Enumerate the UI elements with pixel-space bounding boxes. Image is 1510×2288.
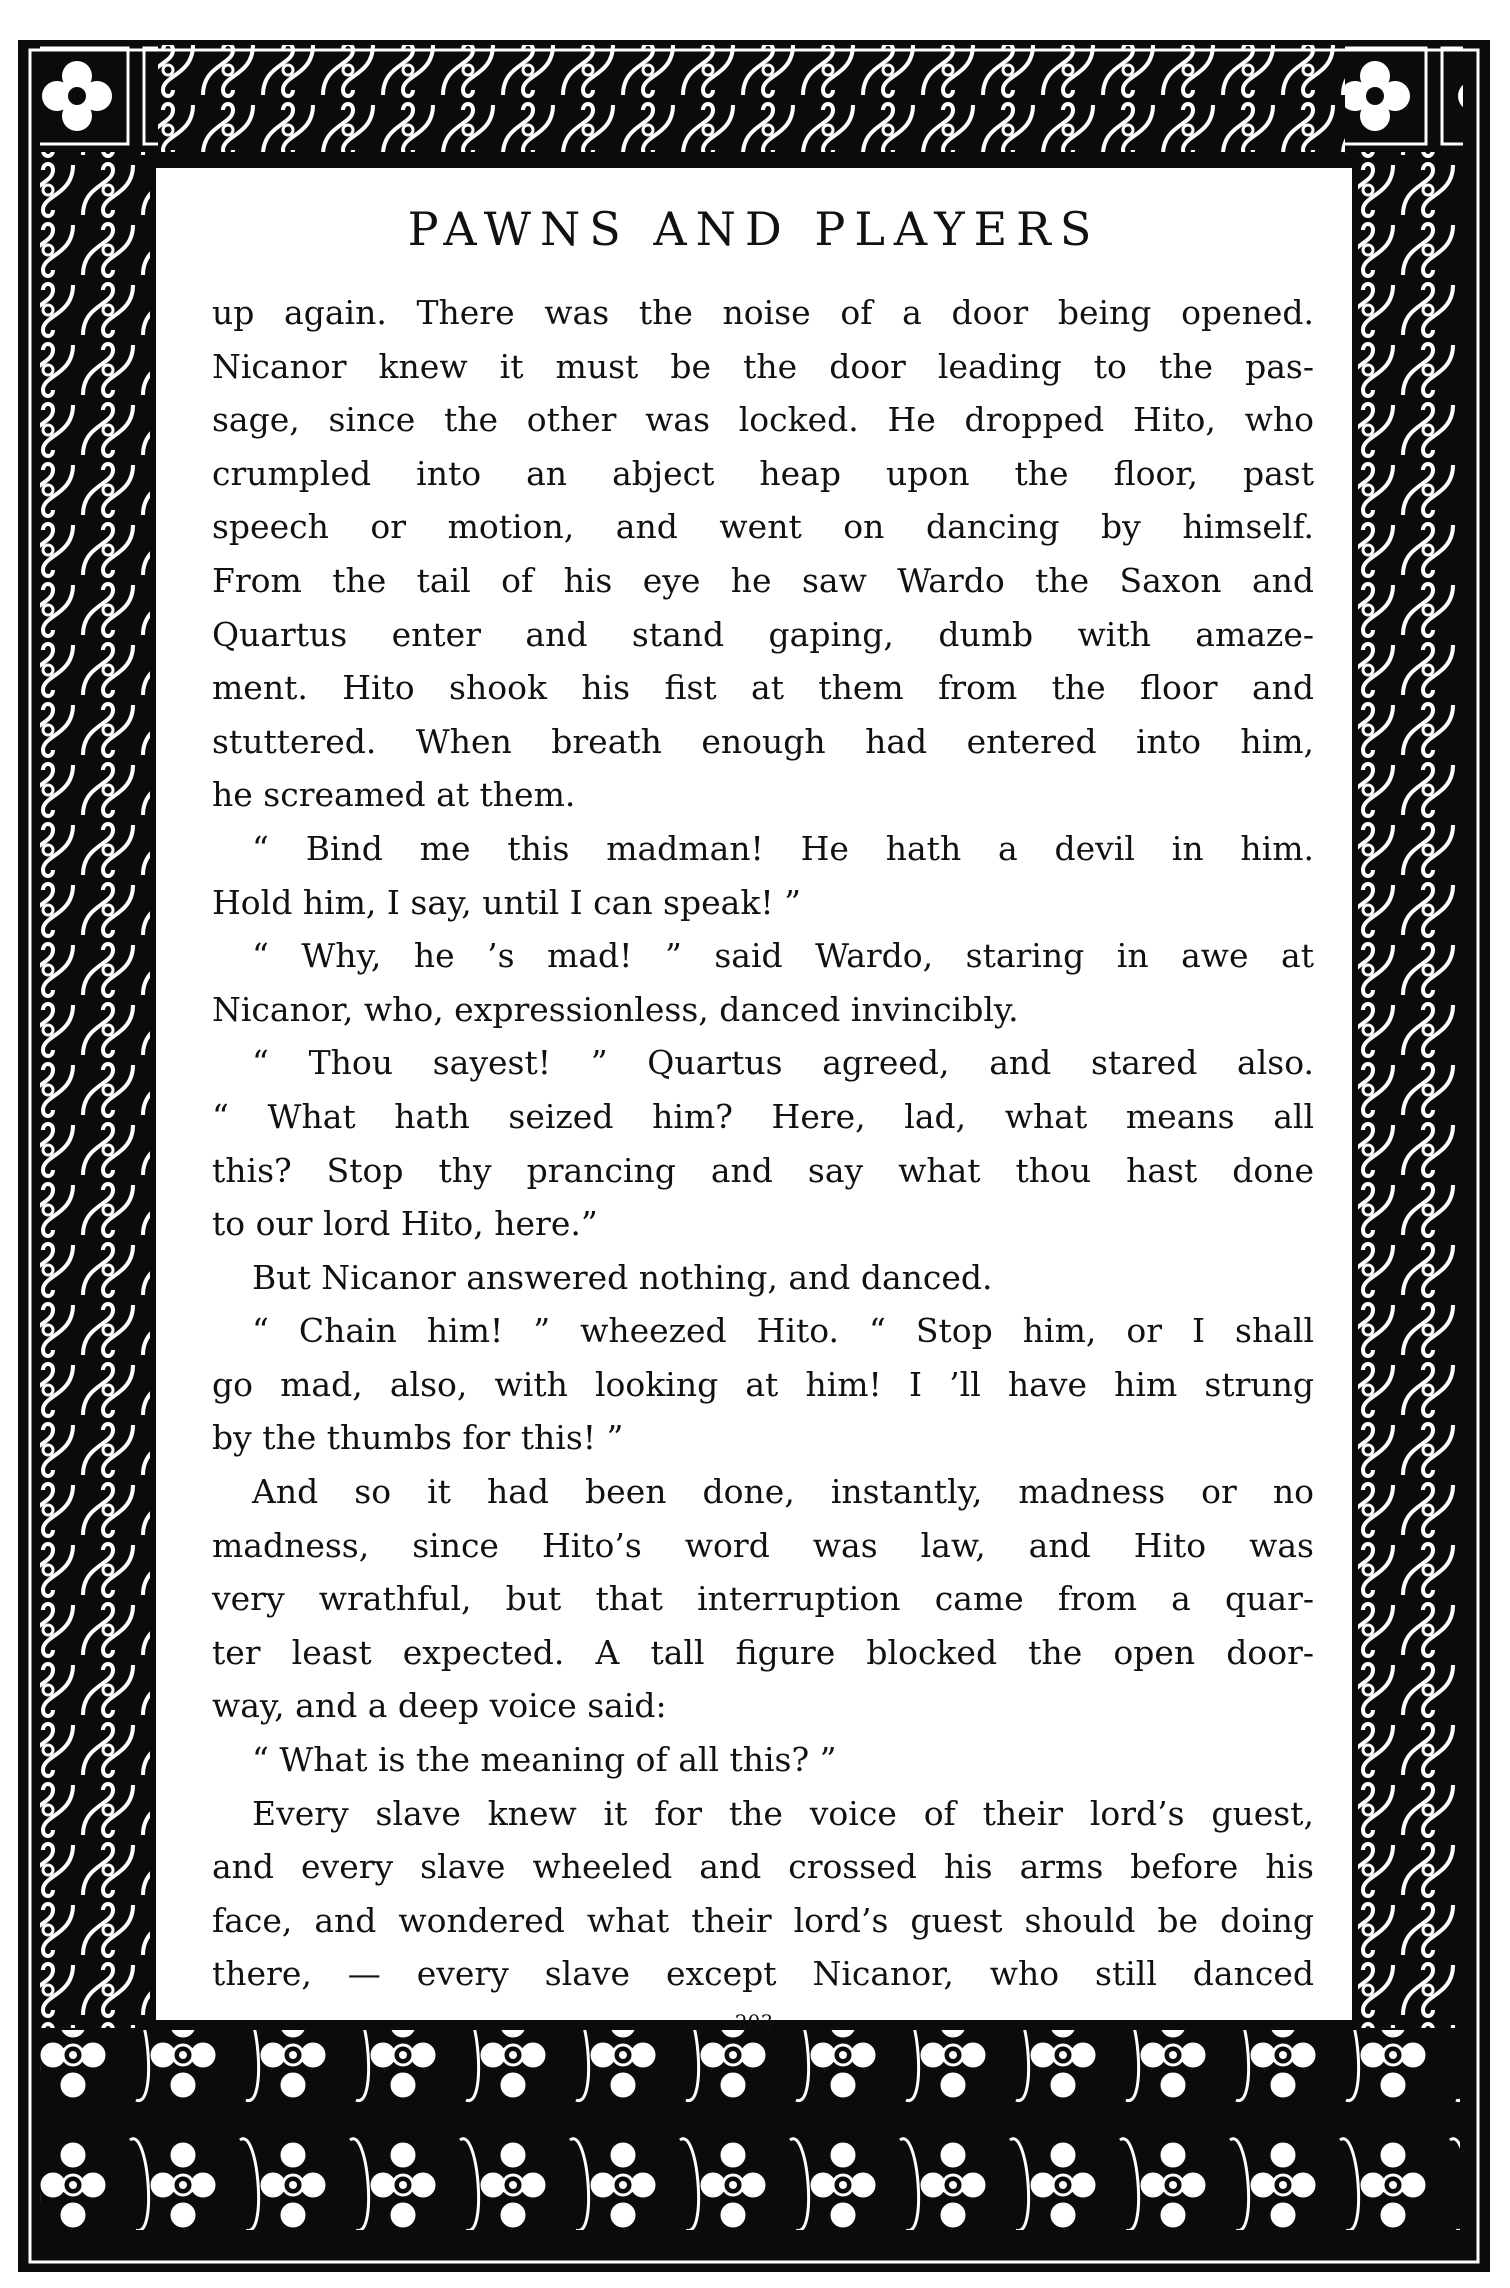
text-line: very wrathful, but that interruption came from a quar- bbox=[212, 1579, 1314, 1619]
text-line: “ What is the meaning of all this? ” bbox=[252, 1740, 837, 1780]
running-head: PAWNS AND PLAYERS bbox=[407, 202, 1101, 256]
text-line: sage, since the other was locked. He dropped Hito, who bbox=[212, 400, 1314, 440]
text-line: ment. Hito shook his fist at them from the floor and bbox=[212, 668, 1314, 708]
text-line: there, — every slave except Nicanor, who still danced bbox=[212, 1954, 1314, 1994]
text-line: “ Why, he ’s mad! ” said Wardo, staring in awe at bbox=[252, 936, 1314, 976]
text-line: Nicanor, who, expressionless, danced invincibly. bbox=[212, 989, 1019, 1029]
text-line: “ What hath seized him? Here, lad, what means all bbox=[212, 1096, 1314, 1136]
text-line: And so it had been done, instantly, madness or no bbox=[252, 1472, 1314, 1512]
text-line: Quartus enter and stand gaping, dumb with amaze- bbox=[212, 614, 1314, 654]
text-line: to our lord Hito, here.” bbox=[212, 1204, 598, 1244]
text-line: From the tail of his eye he saw Wardo the Saxon and bbox=[212, 560, 1314, 600]
text-line: up again. There was the noise of a door being opened. bbox=[212, 293, 1314, 332]
text-line: crumpled into an abject heap upon the floor, past bbox=[212, 453, 1314, 493]
text-line: face, and wondered what their lord’s guest should be doing bbox=[212, 1900, 1314, 1940]
text-line: by the thumbs for this! ” bbox=[212, 1418, 624, 1458]
text-line: go mad, also, with looking at him! I ’ll have him strung bbox=[212, 1364, 1314, 1404]
text-line: Every slave knew it for the voice of their lord’s guest, bbox=[252, 1793, 1314, 1833]
text-line: he screamed at them. bbox=[212, 775, 576, 815]
text-line: But Nicanor answered nothing, and danced. bbox=[252, 1257, 993, 1297]
text-line: ter least expected. A tall figure blocked the open door- bbox=[212, 1632, 1314, 1672]
text-line: Hold him, I say, until I can speak! ” bbox=[212, 882, 801, 922]
text-line: speech or motion, and went on dancing by himself. bbox=[212, 507, 1314, 547]
page-number: 203 bbox=[734, 2010, 774, 2034]
text-line: way, and a deep voice said: bbox=[212, 1686, 667, 1726]
body-text bbox=[212, 286, 1314, 2001]
text-line: Nicanor knew it must be the door leading to the pas- bbox=[212, 346, 1314, 386]
text-line: “ Chain him! ” wheezed Hito. “ Stop him, or I shall bbox=[252, 1311, 1314, 1351]
text-line: stuttered. When breath enough had entered into him, bbox=[212, 721, 1314, 761]
text-line: “ Bind me this madman! He hath a devil in him. bbox=[252, 828, 1314, 868]
text-line: and every slave wheeled and crossed his arms before his bbox=[212, 1847, 1314, 1887]
text-line: madness, since Hito’s word was law, and Hito was bbox=[212, 1525, 1314, 1565]
text-line: “ Thou sayest! ” Quartus agreed, and stared also. bbox=[252, 1043, 1314, 1083]
text-line: this? Stop thy prancing and say what thou hast done bbox=[212, 1150, 1314, 1190]
text-panel bbox=[150, 168, 1358, 2034]
